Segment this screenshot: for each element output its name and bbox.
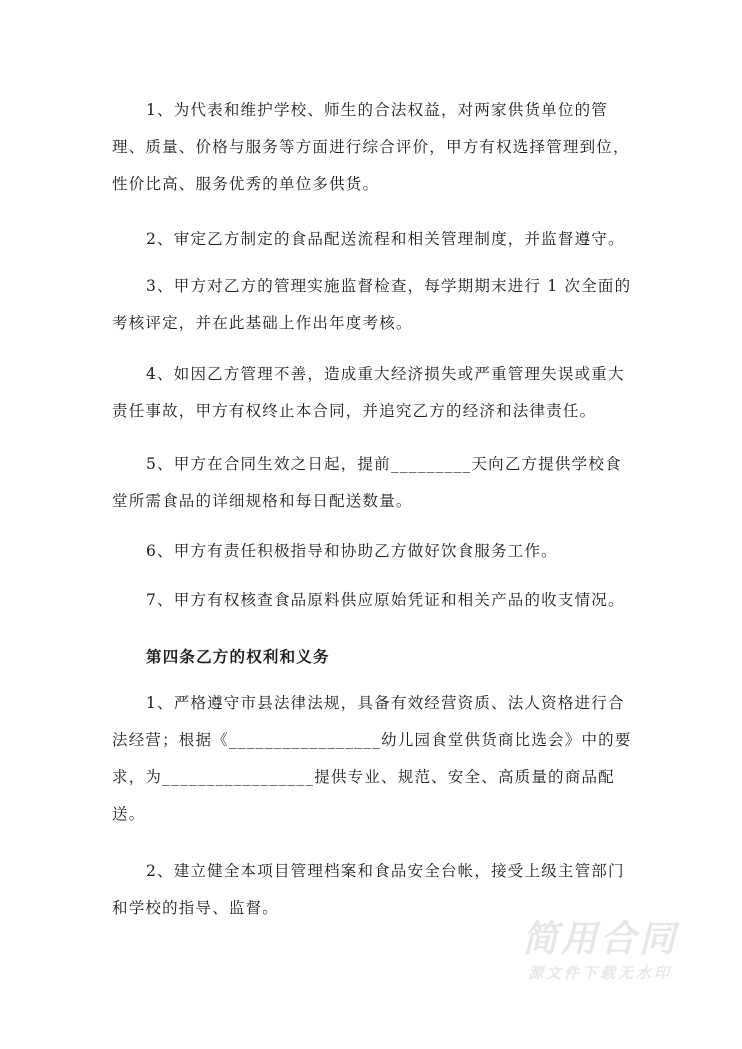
paragraph-3: 3、甲方对乙方的管理实施监督检查，每学期期末进行 1 次全面的考核评定，并在此基础上作出年度考核。: [112, 277, 632, 332]
paragraph-2: 2、审定乙方制定的食品配送流程和相关管理制度，并监督遵守。: [146, 230, 625, 248]
section-heading: 第四条乙方的权利和义务: [146, 647, 330, 666]
paragraph-section4-2: 2、建立健全本项目管理档案和食品安全台帐，接受上级主管部门和学校的指导、监督。: [112, 862, 625, 917]
watermark-subtitle: 源文件下载无水印: [527, 964, 672, 982]
paragraph-5: 5、甲方在合同生效之日起，提前_________天向乙方提供学校食堂所需食品的详细规格和每日配送数量。: [112, 455, 622, 510]
paragraph-7: 7、甲方有权核查食品原料供应原始凭证和相关产品的收支情况。: [146, 591, 625, 609]
paragraph-6: 6、甲方有责任积极指导和协助乙方做好饮食服务工作。: [146, 542, 558, 560]
paragraph-4: 4、如因乙方管理不善，造成重大经济损失或严重管理失误或重大责任事故，甲方有权终止本合同，并追究乙方的经济和法律责任。: [112, 365, 625, 420]
paragraph-1: 1、为代表和维护学校、师生的合法权益，对两家供货单位的管理、质量、价格与服务等方面进行综合评价，甲方有权选择管理到位，性价比高、服务优秀的单位多供货。: [112, 101, 630, 193]
watermark-logo: [500, 918, 700, 984]
watermark-title: 简用合同: [521, 919, 678, 960]
paragraph-section4-1: 1、严格遵守市县法律法规，具备有效经营资质、法人资格进行合法经营；根据《_________________幼儿园食堂供货商比选会》中的要求，为_________________提供专业、规范、安全、高质量的商品配送。: [112, 694, 632, 823]
